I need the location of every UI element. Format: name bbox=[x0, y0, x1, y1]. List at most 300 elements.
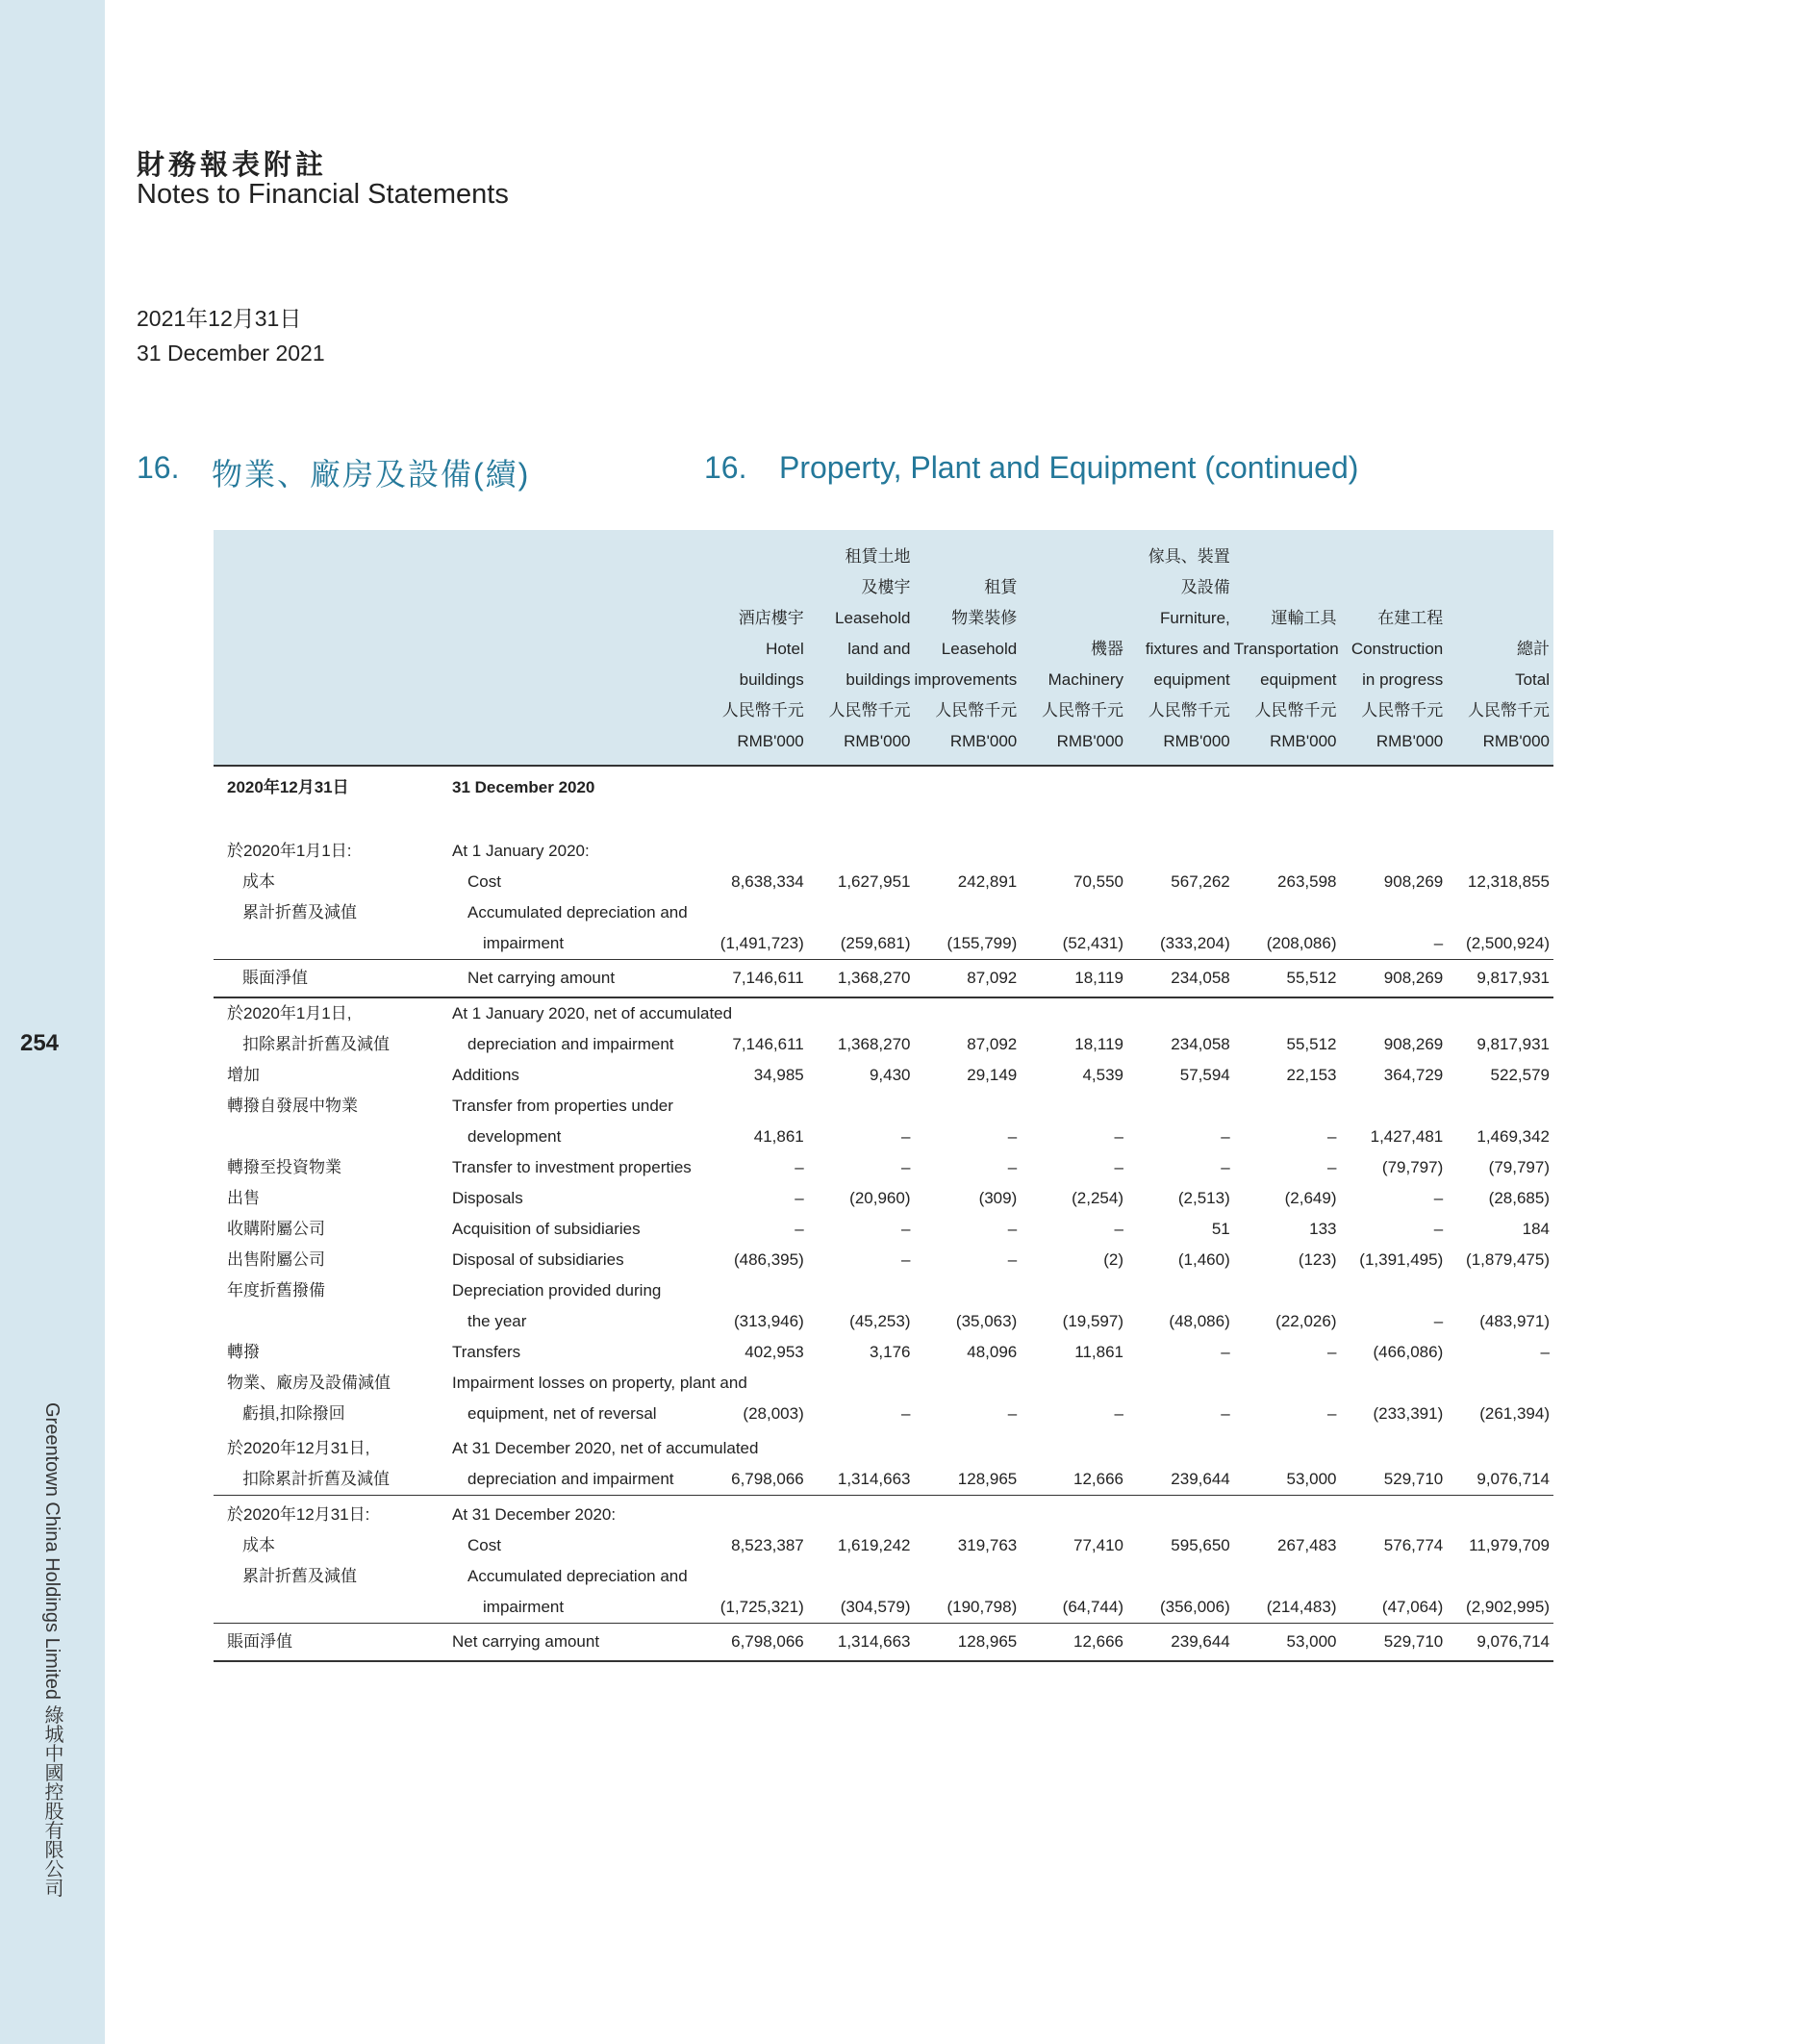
table-cell: 908,269 bbox=[1341, 960, 1448, 998]
row-label-en: 31 December 2020 bbox=[452, 778, 595, 796]
table-cell bbox=[1234, 1561, 1341, 1592]
column-header-line: equipment bbox=[1153, 670, 1230, 689]
table-cell: (2) bbox=[1103, 1250, 1123, 1269]
table-cell: 11,979,709 bbox=[1469, 1536, 1550, 1554]
row-label-zh: 成本 bbox=[242, 1536, 275, 1554]
column-header-line: Construction bbox=[1350, 640, 1444, 658]
table-cell: (233,391) bbox=[1373, 1404, 1444, 1423]
table-row bbox=[214, 1368, 1553, 1399]
table-cell: 234,058 bbox=[1171, 1035, 1230, 1053]
table-cell: 3,176 bbox=[869, 1343, 911, 1361]
table-cell: – bbox=[1433, 1312, 1444, 1330]
table-cell bbox=[701, 1091, 808, 1122]
table-cell: (2,902,995) bbox=[1466, 1598, 1550, 1616]
table-cell bbox=[1447, 1275, 1553, 1306]
table-cell bbox=[1234, 1496, 1341, 1531]
row-label-en: development bbox=[467, 1127, 562, 1146]
column-header-line: Leasehold bbox=[835, 609, 911, 627]
row-label-en: the year bbox=[467, 1312, 527, 1330]
table-cell: 522,579 bbox=[1490, 1066, 1550, 1084]
report-date-zh: 2021年12月31日 bbox=[137, 306, 302, 331]
table-cell bbox=[808, 1429, 915, 1464]
table-cell: 34,985 bbox=[753, 1066, 804, 1084]
table-cell: 8,638,334 bbox=[731, 872, 804, 891]
table-cell bbox=[1127, 1368, 1234, 1399]
table-cell: – bbox=[1114, 1220, 1123, 1238]
row-label-zh bbox=[214, 1306, 439, 1337]
row-label-en: Transfer to investment properties bbox=[452, 1158, 692, 1176]
row-label-zh: 出售 bbox=[227, 1189, 260, 1207]
row-label-en: impairment bbox=[483, 934, 565, 952]
row-label-en: Accumulated depreciation and bbox=[467, 903, 688, 921]
table-row bbox=[214, 809, 1553, 836]
table-cell bbox=[1341, 809, 1448, 836]
report-date-en: 31 December 2021 bbox=[137, 341, 325, 366]
table-cell bbox=[1447, 997, 1553, 1029]
ppe-table-container bbox=[214, 530, 1553, 1662]
table-cell: 908,269 bbox=[1383, 1035, 1444, 1053]
table-cell: 9,076,714 bbox=[1447, 1624, 1553, 1662]
table-cell: (155,799) bbox=[946, 934, 1018, 952]
table-cell: – bbox=[1114, 1127, 1123, 1146]
table-cell: 87,092 bbox=[915, 960, 1022, 998]
table-cell: 1,469,342 bbox=[1476, 1127, 1550, 1146]
table-cell: 133 bbox=[1309, 1220, 1337, 1238]
row-label-zh: 於2020年1月1日, bbox=[227, 1004, 352, 1022]
table-cell: (1,491,723) bbox=[719, 934, 804, 952]
table-cell bbox=[808, 997, 915, 1029]
table-cell: (19,597) bbox=[1062, 1312, 1123, 1330]
table-cell: 908,269 bbox=[1383, 872, 1444, 891]
row-label-zh: 賬面淨值 bbox=[214, 1624, 439, 1662]
table-cell bbox=[808, 1275, 915, 1306]
table-cell bbox=[808, 1091, 915, 1122]
column-header-line: 酒店樓宇 bbox=[738, 609, 804, 627]
table-row bbox=[214, 1429, 1553, 1464]
table-cell bbox=[701, 1496, 808, 1531]
row-label-en: At 1 January 2020: bbox=[452, 842, 590, 860]
table-cell bbox=[1021, 1561, 1127, 1592]
table-cell: – bbox=[795, 1189, 804, 1207]
table-cell: 567,262 bbox=[1171, 872, 1230, 891]
table-cell bbox=[1447, 836, 1553, 867]
table-cell: – bbox=[1221, 1127, 1230, 1146]
table-cell: (1,725,321) bbox=[719, 1598, 804, 1616]
table-cell bbox=[1021, 1429, 1127, 1464]
table-cell: (2,513) bbox=[1177, 1189, 1230, 1207]
column-header-line: RMB'000 bbox=[737, 732, 804, 750]
table-cell: 41,861 bbox=[753, 1127, 804, 1146]
table-cell: – bbox=[1327, 1158, 1337, 1176]
table-cell bbox=[1021, 897, 1127, 928]
column-header bbox=[808, 530, 915, 766]
table-row bbox=[214, 960, 1553, 998]
ppe-movement-table bbox=[214, 530, 1553, 1662]
column-header bbox=[1021, 530, 1127, 766]
row-label-zh: 物業、廠房及設備減值 bbox=[227, 1374, 391, 1392]
column-header-line: fixtures and bbox=[1145, 640, 1230, 658]
table-row bbox=[214, 1214, 1553, 1245]
table-row bbox=[214, 1245, 1553, 1275]
table-row bbox=[214, 997, 1553, 1029]
table-cell bbox=[915, 897, 1022, 928]
table-cell: – bbox=[1433, 1189, 1444, 1207]
table-cell bbox=[808, 1368, 915, 1399]
table-cell bbox=[1341, 1275, 1448, 1306]
table-cell bbox=[915, 1496, 1022, 1531]
table-cell: 53,000 bbox=[1234, 1624, 1341, 1662]
row-label-zh: 轉撥 bbox=[227, 1343, 260, 1361]
column-header bbox=[701, 530, 808, 766]
table-cell: (2,649) bbox=[1284, 1189, 1337, 1207]
table-cell: 1,314,663 bbox=[808, 1624, 915, 1662]
table-cell bbox=[1341, 1496, 1448, 1531]
row-label-en: impairment bbox=[483, 1598, 565, 1616]
row-label-zh: 虧損,扣除撥回 bbox=[242, 1404, 345, 1423]
table-cell: 55,512 bbox=[1234, 960, 1341, 998]
table-cell bbox=[1127, 836, 1234, 867]
table-cell: (309) bbox=[978, 1189, 1018, 1207]
table-cell: (304,579) bbox=[840, 1598, 911, 1616]
row-label-zh: 轉撥自發展中物業 bbox=[227, 1097, 358, 1115]
column-header-line: 及設備 bbox=[1180, 578, 1230, 596]
column-header-line: improvements bbox=[914, 670, 1018, 689]
table-cell bbox=[1234, 836, 1341, 867]
table-cell: – bbox=[901, 1220, 911, 1238]
row-label-en: Net carrying amount bbox=[439, 1624, 701, 1662]
table-cell: 9,076,714 bbox=[1447, 1464, 1553, 1496]
table-cell: (486,395) bbox=[733, 1250, 804, 1269]
table-cell: – bbox=[901, 1127, 911, 1146]
column-header-line: 物業裝修 bbox=[951, 609, 1018, 627]
table-row bbox=[214, 1561, 1553, 1592]
header-blank-en bbox=[439, 530, 701, 766]
section-number-zh: 16. bbox=[137, 450, 180, 485]
table-cell: 7,146,611 bbox=[701, 960, 808, 998]
table-cell bbox=[1447, 809, 1553, 836]
table-cell: – bbox=[901, 1158, 911, 1176]
table-cell: – bbox=[1007, 1127, 1018, 1146]
table-cell: 77,410 bbox=[1073, 1536, 1123, 1554]
table-cell: 12,318,855 bbox=[1467, 872, 1550, 891]
table-cell: 6,798,066 bbox=[701, 1464, 808, 1496]
column-header-line: Leasehold bbox=[941, 640, 1018, 658]
row-label-zh: 年度折舊撥備 bbox=[227, 1281, 325, 1300]
section-title-en: Property, Plant and Equipment (continued) bbox=[779, 450, 1359, 485]
table-row bbox=[214, 928, 1553, 960]
table-cell bbox=[1127, 1496, 1234, 1531]
table-cell bbox=[1447, 1368, 1553, 1399]
table-cell bbox=[1021, 1496, 1127, 1531]
table-cell: 11,861 bbox=[1074, 1343, 1123, 1361]
table-cell: 263,598 bbox=[1277, 872, 1337, 891]
column-header-line: 人民幣千元 bbox=[721, 701, 804, 719]
table-cell bbox=[701, 766, 808, 809]
table-cell: (1,391,495) bbox=[1359, 1250, 1444, 1269]
column-header bbox=[1127, 530, 1234, 766]
row-label-en: Additions bbox=[452, 1066, 519, 1084]
table-row bbox=[214, 1152, 1553, 1183]
table-cell bbox=[808, 1561, 915, 1592]
table-cell: – bbox=[1007, 1220, 1018, 1238]
table-cell: (2,254) bbox=[1072, 1189, 1123, 1207]
table-cell: 529,710 bbox=[1341, 1624, 1448, 1662]
table-cell: (47,064) bbox=[1381, 1598, 1444, 1616]
table-cell: – bbox=[1007, 1250, 1018, 1269]
column-header bbox=[1447, 530, 1553, 766]
table-cell: 1,368,270 bbox=[808, 960, 915, 998]
table-cell: (483,971) bbox=[1479, 1312, 1550, 1330]
table-cell: 12,666 bbox=[1021, 1624, 1127, 1662]
column-header bbox=[1341, 530, 1448, 766]
table-cell: (208,086) bbox=[1266, 934, 1337, 952]
table-cell bbox=[1341, 766, 1448, 809]
table-cell bbox=[1341, 897, 1448, 928]
table-row bbox=[214, 1275, 1553, 1306]
column-header-line: 運輸工具 bbox=[1271, 609, 1337, 627]
row-label-en: depreciation and impairment bbox=[467, 1035, 674, 1053]
table-cell: (48,086) bbox=[1169, 1312, 1230, 1330]
section-title-zh: 物業、廠房及設備(續) bbox=[212, 457, 531, 492]
table-cell bbox=[1127, 809, 1234, 836]
column-header-line: 總計 bbox=[1517, 640, 1550, 658]
table-cell bbox=[1127, 1561, 1234, 1592]
table-cell: 9,817,931 bbox=[1476, 1035, 1550, 1053]
table-cell: (28,003) bbox=[743, 1404, 804, 1423]
table-cell: (261,394) bbox=[1479, 1404, 1550, 1423]
table-cell bbox=[1447, 1429, 1553, 1464]
column-header-line: 及樓宇 bbox=[861, 578, 911, 596]
table-cell bbox=[1234, 1275, 1341, 1306]
column-header-line: 人民幣千元 bbox=[1254, 701, 1337, 719]
column-header-line: 機器 bbox=[1091, 640, 1123, 658]
table-cell: (52,431) bbox=[1062, 934, 1123, 952]
table-cell: 55,512 bbox=[1286, 1035, 1337, 1053]
table-cell bbox=[1341, 1429, 1448, 1464]
table-cell bbox=[1127, 1429, 1234, 1464]
company-name-vertical: Greentown China Holdings Limited 綠城中國控股有限公司 bbox=[41, 1402, 63, 1898]
table-cell bbox=[915, 836, 1022, 867]
row-label-zh: 於2020年12月31日: bbox=[227, 1505, 370, 1524]
table-cell: (466,086) bbox=[1373, 1343, 1444, 1361]
table-cell: 595,650 bbox=[1171, 1536, 1230, 1554]
row-label-en: equipment, net of reversal bbox=[467, 1404, 657, 1423]
table-cell: – bbox=[1433, 934, 1444, 952]
row-label-en: Impairment losses on property, plant and bbox=[452, 1374, 747, 1392]
table-cell bbox=[1234, 1091, 1341, 1122]
table-cell: 12,666 bbox=[1021, 1464, 1127, 1496]
table-row bbox=[214, 1530, 1553, 1561]
table-cell: 402,953 bbox=[744, 1343, 804, 1361]
table-cell bbox=[808, 836, 915, 867]
table-cell: (214,483) bbox=[1266, 1598, 1337, 1616]
row-label-zh: 成本 bbox=[242, 872, 275, 891]
column-header-line: buildings bbox=[739, 670, 804, 689]
table-cell: 48,096 bbox=[967, 1343, 1018, 1361]
table-cell: (79,797) bbox=[1381, 1158, 1444, 1176]
column-header-line: Transportation bbox=[1233, 640, 1339, 658]
table-row bbox=[214, 1183, 1553, 1214]
table-body bbox=[214, 766, 1553, 1661]
table-row bbox=[214, 897, 1553, 928]
table-cell: – bbox=[1221, 1404, 1230, 1423]
column-header-line: 人民幣千元 bbox=[935, 701, 1018, 719]
table-cell bbox=[1341, 1091, 1448, 1122]
table-cell bbox=[1021, 1368, 1127, 1399]
table-cell bbox=[1021, 836, 1127, 867]
table-cell bbox=[1234, 766, 1341, 809]
table-cell: 576,774 bbox=[1383, 1536, 1444, 1554]
table-cell: (35,063) bbox=[955, 1312, 1018, 1330]
table-row bbox=[214, 1592, 1553, 1624]
table-cell: 9,817,931 bbox=[1447, 960, 1553, 998]
row-label-zh bbox=[214, 1122, 439, 1152]
table-cell bbox=[701, 1275, 808, 1306]
table-cell bbox=[1127, 1275, 1234, 1306]
column-header-line: 租賃 bbox=[984, 578, 1018, 596]
row-label-en: Accumulated depreciation and bbox=[467, 1567, 688, 1585]
table-cell: (2,500,924) bbox=[1466, 934, 1550, 952]
column-header-line: buildings bbox=[845, 670, 911, 689]
row-label-zh: 收購附屬公司 bbox=[227, 1220, 325, 1238]
table-cell: (28,685) bbox=[1488, 1189, 1550, 1207]
table-cell bbox=[915, 809, 1022, 836]
table-cell: (313,946) bbox=[733, 1312, 804, 1330]
column-header-line: in progress bbox=[1362, 670, 1444, 689]
row-label-zh: 於2020年12月31日, bbox=[227, 1439, 370, 1457]
header-blank-zh bbox=[214, 530, 439, 766]
table-cell: – bbox=[1007, 1404, 1018, 1423]
table-cell: 8,523,387 bbox=[731, 1536, 804, 1554]
row-label-en: Disposal of subsidiaries bbox=[452, 1250, 624, 1269]
table-cell bbox=[1234, 809, 1341, 836]
row-label-zh: 增加 bbox=[227, 1066, 260, 1084]
row-label-en: Acquisition of subsidiaries bbox=[452, 1220, 641, 1238]
row-label-zh: 於2020年1月1日: bbox=[227, 842, 352, 860]
table-cell bbox=[1341, 1561, 1448, 1592]
row-label-zh bbox=[214, 809, 439, 836]
table-cell: 70,550 bbox=[1073, 872, 1123, 891]
table-cell: – bbox=[901, 1404, 911, 1423]
table-cell bbox=[915, 1561, 1022, 1592]
table-cell: 239,644 bbox=[1127, 1624, 1234, 1662]
table-cell bbox=[1341, 836, 1448, 867]
row-label-zh: 賬面淨值 bbox=[214, 960, 439, 998]
row-label-en: Transfers bbox=[452, 1343, 521, 1361]
table-cell: 4,539 bbox=[1082, 1066, 1123, 1084]
table-row bbox=[214, 1060, 1553, 1091]
table-cell bbox=[1021, 997, 1127, 1029]
row-label-zh: 累計折舊及減值 bbox=[242, 903, 357, 921]
column-header-line: 人民幣千元 bbox=[1468, 701, 1550, 719]
column-header-line: RMB'000 bbox=[844, 732, 911, 750]
table-cell: 242,891 bbox=[957, 872, 1018, 891]
table-cell: 1,427,481 bbox=[1370, 1127, 1444, 1146]
table-cell bbox=[1341, 997, 1448, 1029]
table-cell: 53,000 bbox=[1234, 1464, 1341, 1496]
table-cell: – bbox=[1114, 1404, 1123, 1423]
table-row bbox=[214, 1496, 1553, 1531]
row-label-zh: 轉撥至投資物業 bbox=[227, 1158, 341, 1176]
table-cell bbox=[915, 1275, 1022, 1306]
table-row bbox=[214, 1122, 1553, 1152]
row-label-en: Cost bbox=[467, 872, 501, 891]
table-cell bbox=[701, 836, 808, 867]
table-cell: – bbox=[1007, 1158, 1018, 1176]
column-header-line: RMB'000 bbox=[1270, 732, 1337, 750]
column-header-line: land and bbox=[847, 640, 911, 658]
table-cell bbox=[915, 1091, 1022, 1122]
column-header-line: Hotel bbox=[766, 640, 804, 658]
row-label-en: depreciation and impairment bbox=[439, 1464, 701, 1496]
table-row bbox=[214, 766, 1553, 809]
column-header bbox=[915, 530, 1022, 766]
table-cell: – bbox=[1221, 1158, 1230, 1176]
table-cell: 128,965 bbox=[915, 1624, 1022, 1662]
table-cell bbox=[808, 766, 915, 809]
table-cell: 9,430 bbox=[869, 1066, 911, 1084]
table-cell: – bbox=[1327, 1127, 1337, 1146]
table-cell: (45,253) bbox=[849, 1312, 911, 1330]
table-cell: 6,798,066 bbox=[701, 1624, 808, 1662]
table-cell: 87,092 bbox=[967, 1035, 1018, 1053]
table-cell: 1,314,663 bbox=[808, 1464, 915, 1496]
table-cell bbox=[1234, 997, 1341, 1029]
column-header-line: RMB'000 bbox=[1163, 732, 1230, 750]
table-header-row bbox=[214, 530, 1553, 766]
header-title-en: Notes to Financial Statements bbox=[137, 179, 509, 210]
table-cell bbox=[915, 1429, 1022, 1464]
row-label-zh: 扣除累計折舊及減值 bbox=[242, 1035, 390, 1053]
row-label-en: At 31 December 2020, net of accumulated bbox=[452, 1439, 759, 1457]
table-cell: 319,763 bbox=[957, 1536, 1018, 1554]
table-row bbox=[214, 1306, 1553, 1337]
column-header-line: 租賃土地 bbox=[845, 547, 911, 566]
table-row bbox=[214, 1399, 1553, 1429]
row-label-zh: 出售附屬公司 bbox=[227, 1250, 325, 1269]
table-cell: 1,627,951 bbox=[837, 872, 911, 891]
row-label-zh: 累計折舊及減值 bbox=[242, 1567, 357, 1585]
row-label-en: Depreciation provided during bbox=[452, 1281, 662, 1300]
table-row bbox=[214, 1337, 1553, 1368]
table-cell: 22,153 bbox=[1286, 1066, 1337, 1084]
row-label-en bbox=[439, 809, 701, 836]
table-cell: – bbox=[1433, 1220, 1444, 1238]
table-cell: (356,006) bbox=[1159, 1598, 1230, 1616]
column-header-line: RMB'000 bbox=[1482, 732, 1550, 750]
table-cell bbox=[701, 897, 808, 928]
table-cell: (123) bbox=[1298, 1250, 1337, 1269]
table-cell bbox=[808, 809, 915, 836]
column-header-line: 人民幣千元 bbox=[1148, 701, 1230, 719]
table-cell: – bbox=[795, 1220, 804, 1238]
table-cell: – bbox=[1221, 1343, 1230, 1361]
table-cell bbox=[808, 1496, 915, 1531]
column-header-line: 傢具、裝置 bbox=[1148, 547, 1230, 566]
row-label-zh bbox=[214, 928, 439, 960]
table-cell: 18,119 bbox=[1021, 960, 1127, 998]
table-cell: 29,149 bbox=[967, 1066, 1018, 1084]
column-header-line: Machinery bbox=[1047, 670, 1123, 689]
row-label-en: At 1 January 2020, net of accumulated bbox=[452, 1004, 733, 1022]
table-cell: (22,026) bbox=[1275, 1312, 1337, 1330]
row-label-zh: 2020年12月31日 bbox=[227, 778, 349, 796]
table-cell: 128,965 bbox=[915, 1464, 1022, 1496]
table-cell bbox=[1234, 897, 1341, 928]
page-number: 254 bbox=[19, 1030, 60, 1056]
table-cell: (1,460) bbox=[1177, 1250, 1230, 1269]
column-header-line: RMB'000 bbox=[1056, 732, 1123, 750]
